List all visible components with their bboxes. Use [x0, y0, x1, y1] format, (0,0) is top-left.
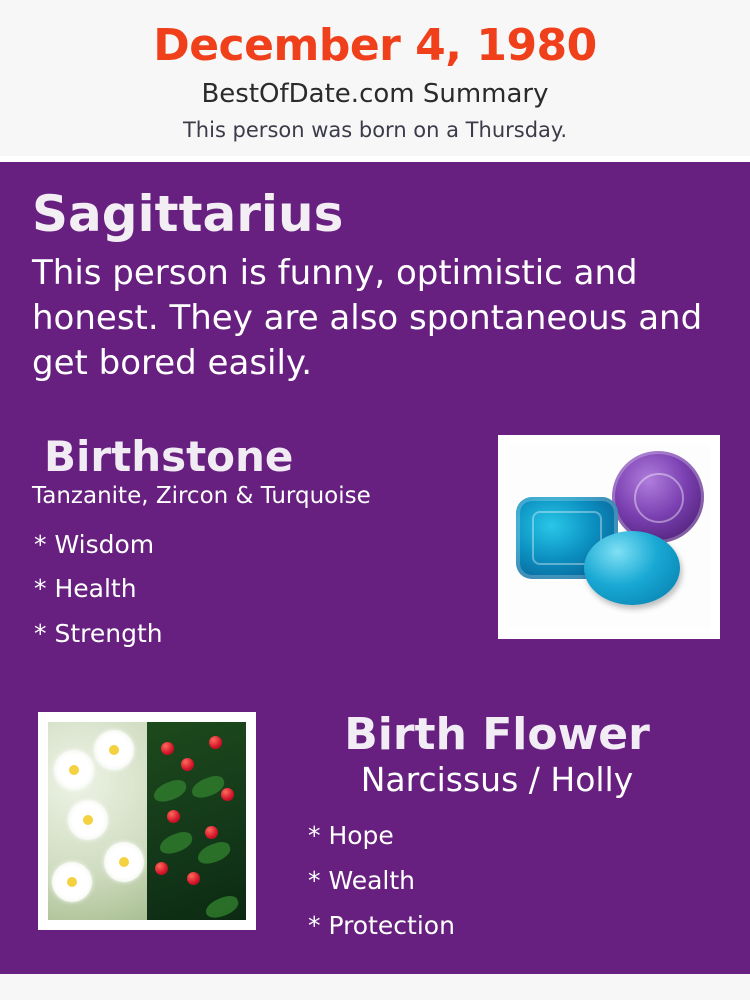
birthstone-section	[30, 431, 720, 657]
birth-flower-section	[30, 709, 720, 948]
holly-leaf-icon	[151, 777, 189, 805]
tanzanite-gem-icon	[612, 451, 704, 543]
list-item: * Hope	[308, 821, 394, 851]
birth-flower-image	[38, 712, 256, 930]
holly-berry-icon	[221, 788, 234, 801]
holly-photo	[147, 722, 246, 920]
zodiac-description: This person is funny, optimistic and honest. They are also spontaneous and get bored easily.	[32, 252, 703, 384]
page-title: December 4, 1980	[153, 20, 597, 71]
birthstone-image	[498, 435, 720, 639]
birthstone-image-inner	[508, 445, 710, 629]
holly-berry-icon	[209, 736, 222, 749]
list-item: * Wealth	[308, 866, 415, 896]
holly-leaf-icon	[203, 893, 241, 920]
holly-berry-icon	[187, 872, 200, 885]
birth-flower-title: Birth Flower	[344, 709, 650, 761]
list-item: * Strength	[34, 618, 163, 648]
birthstone-names: Tanzanite, Zircon & Turquoise	[32, 482, 371, 509]
narcissus-bloom-icon	[54, 750, 94, 790]
birth-flower-names: Narcissus / Holly	[360, 760, 634, 800]
holly-leaf-icon	[195, 839, 233, 867]
turquoise-gem-icon	[584, 531, 680, 605]
card-header	[0, 0, 750, 156]
site-summary-label: BestOfDate.com Summary	[201, 79, 549, 110]
birth-flower-text	[282, 709, 720, 948]
narcissus-bloom-icon	[52, 862, 92, 902]
list-item: * Health	[34, 574, 137, 604]
holly-berry-icon	[181, 758, 194, 771]
holly-berry-icon	[205, 826, 218, 839]
birth-weekday-note: This person was born on a Thursday.	[182, 118, 568, 143]
narcissus-photo	[48, 722, 147, 920]
holly-berry-icon	[155, 862, 168, 875]
narcissus-bloom-icon	[68, 800, 108, 840]
list-item: * Wisdom	[34, 529, 155, 559]
narcissus-bloom-icon	[94, 730, 134, 770]
birth-flower-image-inner	[48, 722, 246, 920]
holly-berry-icon	[167, 810, 180, 823]
list-item: * Protection	[308, 911, 455, 941]
details-panel	[0, 162, 750, 974]
holly-berry-icon	[161, 742, 174, 755]
narcissus-bloom-icon	[104, 842, 144, 882]
birth-flower-traits	[308, 813, 720, 948]
birthstone-title: Birthstone	[44, 431, 294, 481]
holly-leaf-icon	[157, 829, 195, 857]
zodiac-sign-title: Sagittarius	[32, 185, 344, 244]
